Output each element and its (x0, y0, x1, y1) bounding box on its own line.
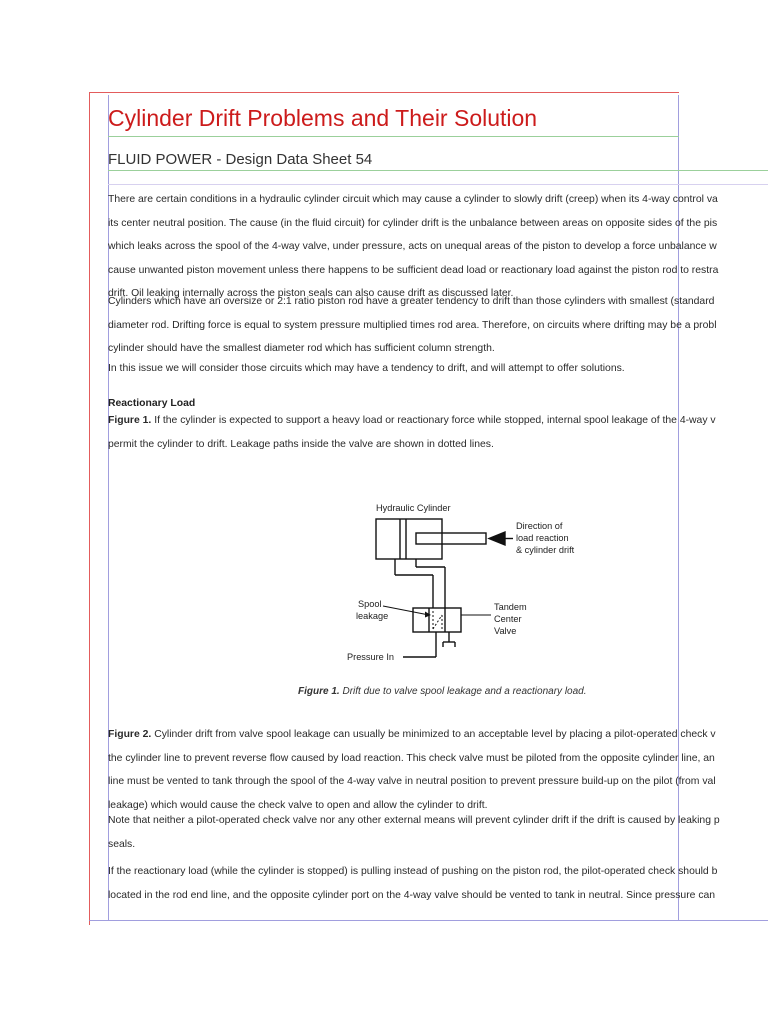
text-line: located in the rod end line, and the opposite cylinder port on the 4-way valve should be vented to tank in neutral. Since pressure can (108, 889, 716, 901)
figure-caption (298, 686, 587, 697)
spool-pointer-head (425, 612, 431, 618)
text-line: In this issue we will consider those circuits which may have a tendency to drift, and will attempt to offer solutions. (108, 363, 625, 374)
text-line: cause unwanted piston movement unless there happens to be sufficient dead load or reactionary load against the piston rod to restra (108, 264, 719, 276)
label-hydraulic-cylinder: Hydraulic Cylinder (376, 503, 451, 513)
text-line: cylinder should have the smallest diameter rod which has sufficient column strength. (108, 343, 495, 354)
leakage-paths (433, 611, 442, 629)
subtitle-guide (108, 170, 768, 171)
label-direction: & cylinder drift (516, 545, 575, 555)
margin-guide-red-top (89, 92, 679, 93)
text-line: leakage) which would cause the check valve to open and allow the cylinder to drift. (108, 799, 488, 811)
text-line: diameter rod. Drifting force is equal to system pressure multiplied times rod area. Therefore, on circuits where drifting may be a probl (108, 319, 717, 331)
text-line: line must be vented to tank through the spool of the 4-way valve in neutral position to prevent pressure build-up on the pilot (from val (108, 776, 716, 787)
text-line (108, 409, 768, 433)
text-span: If the cylinder is expected to support a heavy load or reactionary force while stopped, internal spool leakage of the 4-way v (151, 415, 716, 426)
label-tandem: Center (494, 614, 522, 624)
page-subtitle: FLUID POWER - Design Data Sheet 54 (108, 151, 373, 168)
text-line: There are certain conditions in a hydraulic cylinder circuit which may cause a cylinder to slowly drift (creep) when its 4-way control va (108, 194, 718, 205)
piston-rod (416, 533, 486, 544)
text-line: the cylinder line to prevent reverse flow caused by load reaction. This check valve must be piloted from the opposite cylinder line, an (108, 752, 715, 764)
margin-guide-bottom (89, 920, 768, 921)
text-line: its center neutral position. The cause (in the fluid circuit) for cylinder drift is the unbalance between areas on opposite sides of the pis (108, 217, 718, 229)
label-tandem: Valve (494, 626, 517, 636)
section-heading: Reactionary Load (108, 398, 196, 409)
label-tandem: Tandem (494, 602, 527, 612)
intro-paragraph (108, 188, 768, 306)
caption-lead: Figure 1. (298, 686, 340, 697)
label-direction: load reaction (516, 533, 569, 543)
label-spool: leakage (356, 611, 389, 621)
pulling-load-paragraph (108, 860, 768, 907)
figure1-ref: Figure 1. (108, 415, 152, 426)
text-line: drift. Oil leaking internally across the piston seals can also cause drift as discussed later. (108, 288, 514, 299)
page-title: Cylinder Drift Problems and Their Solution (108, 105, 538, 131)
margin-guide-red (89, 92, 90, 925)
figure2-paragraph (108, 723, 768, 817)
text-span: Cylinder drift from valve spool leakage can usually be minimized to an acceptable level by placing a pilot-operated check v (151, 729, 716, 740)
body-guide (108, 184, 768, 185)
issue-paragraph (108, 357, 768, 381)
text-line: Cylinders which have an oversize or 2:1 ratio piston rod have a greater tendency to drift than those cylinders with smallest (standard (108, 296, 715, 307)
note-paragraph (108, 809, 768, 856)
label-pressure-in: Pressure In (347, 652, 394, 662)
load-arrow (489, 532, 505, 545)
title-guide (108, 136, 679, 137)
text-line: permit the cylinder to drift. Leakage paths inside the valve are shown in dotted lines. (108, 438, 494, 450)
caption-text: Drift due to valve spool leakage and a reactionary load. (339, 686, 587, 697)
figure2-ref: Figure 2. (108, 729, 152, 740)
figure1-paragraph (108, 409, 768, 456)
cylinder-drift-diagram (343, 497, 603, 665)
rod-paragraph (108, 290, 768, 361)
text-line: Note that neither a pilot-operated check valve nor any other external means will prevent cylinder drift if the drift is caused by leaking p (108, 815, 720, 826)
text-line: which leaks across the spool of the 4-way valve, under pressure, acts on unequal areas of the piston to develop a force unbalance w (108, 241, 717, 252)
text-line: If the reactionary load (while the cylinder is stopped) is pulling instead of pushing on the piston rod, the pilot-operated check should b (108, 866, 718, 877)
label-spool: Spool (358, 599, 382, 609)
valve-body (413, 608, 461, 632)
label-direction: Direction of (516, 521, 563, 531)
cylinder-body (376, 519, 442, 559)
text-line: seals. (108, 838, 136, 850)
text-line (108, 723, 768, 747)
